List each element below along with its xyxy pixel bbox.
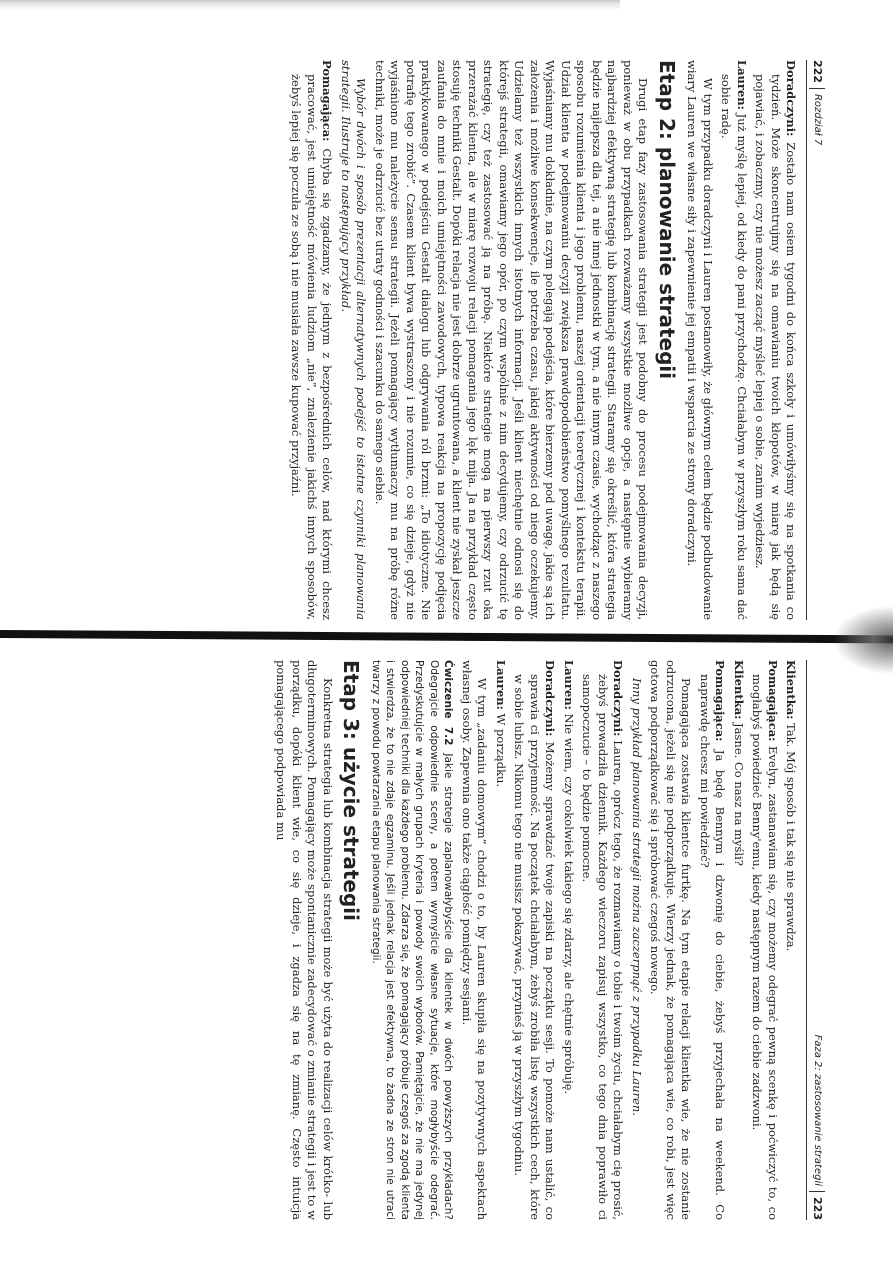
scan-artifact-spine [823,600,893,680]
paragraph: Drugi etap fazy zastosowania strategii jest podobny do procesu podejmowania decyzji, ponieważ w obu przypadkach rozważamy wszystkie możliwe opcje, a następnie wybieramy najbardziej efektywną strategię lub kombinację strategii. Staramy się określić, która strategia będzie najlepsza dla tej, a nie innej jednostki w tym, a nie innym czasie, wychodząc z naszego sposobu rozumienia klienta i jego problemu, naszej orientacji teoretycznej i kontekstu terapii. Udział klienta w podejmowaniu decyzji zwiększa prawdopodobieństwo pomyślnego rezultatu. Wyjaśniamy mu dokładnie, na czym polegają podejścia, które bierzemy pod uwagę, jakie są ich założenia i możliwe konsekwencje, ile potrzeba czasu, jakiej aktywności od niego oczekujemy. Udzielamy też wszystkich innych istotnych informacji. Jeśli klient niechętnie odnosi się do którejś strategii, omawiamy jego opór, po czym wspólnie z nim decydujemy, czy odrzucić tę strategię, czy też zastosować ją na próbę. Niektóre strategie mogą na pierwszy rzut oka przerażać klienta, ale w miarę rozwoju relacji pomagania jego lęk mija. Ja na przykład często stosuję techniki Gestalt. Dopóki relacja nie jest dobrze ugruntowana, a klient nie zyskał jeszcze zaufania do mnie i moich umiejętności zawodowych, typowa reakcja na propozycję podjęcia praktykowanego w podejściu Gestalt dialogu lub odgrywania ról brzmi: „To idiotyczne. Nie potrafię tego zrobić”. Czasem klient bywa wystraszony i nie rozumie, co się dzieje, gdyż nie wyjaśniono mu należycie sensu strategii. Jeżeli pomagający wytłumaczy mu na próbę różne techniki, może je odrzucić bez utraty godności i szacunku do samego siebie. [373,60,651,620]
page-222 [70,60,825,620]
dialogue-line: Doradczyni: Możemy sprawdzać twoje zapiski na początku sesji. To pomoże nam ustalić, co sprawia ci przyjemność. Na początek chciałabym, żebyś zrobiła listę wszystkich cech, które w sobie lubisz. Nikomu tego nie musisz pokazywać, przynieś ją w przyszłym tygodniu. [512,660,558,1221]
running-header [807,60,826,620]
dialogue-line: Pomagająca: Chyba się zgadzamy, że jednym z bezpośrednich celów, nad którymi chcesz pracować, jest umiejętność mówienia ludziom „nie”, znalezienie jakichś innych sposobów, żebyś lepiej się poczuła ze sobą i nie musiała zawsze kupować przyjaźni. [289,60,335,621]
dialogue-line: Lauren: Nie wiem, czy cokolwiek takiego się zdarzy, ale chętnie spróbuję. [562,660,576,1095]
page-223-content [70,660,825,1220]
exercise-text: Jakie strategie zaplanowałybyście dla klientek w dwóch powyższych przykładach? Odegrajcie odpowiednie sceny, a potem wymyślcie własne sytuacje, które mogłybyście odegrać. Przedyskutujcie w małych grupach kryteria i powody swoich wyborów. Pamiętajcie, że nie ma jedynej odpowiedniej techniki dla każdego problemu. Zdarza się, że pomagający próbuje czegoś za zgodą klienta i stwierdza, że to nie zdaje egzaminu. Jeśli jednak relacja jest efektywna, to żadna ze stron nie utraci twarzy z powodu powtarzania etapu planowania strategii. [370,660,455,1221]
page-222-content [70,60,825,620]
running-head: Faza 2: zastosowanie strategii [812,1034,823,1187]
section-heading: Etap 3: użycie strategii [339,660,364,922]
page-number: 223 [810,1191,826,1220]
dialogue-line: Doradczyni: Zostało nam osiem tygodni do końca szkoły i umówiłyśmy się na spotkania co tydzień. Może skoncentrujmy się na omawianiu twoich kłopotów, w miarę jak będą się pojawiać, i zobaczmy, czy nie możesz zacząć myśleć lepiej o sobie, zanim wyjedziesz. [753,60,799,620]
exercise-box [369,660,456,1220]
dialogue-line: Pomagająca: Ja będę Bennym i dzwonię do ciebie, żebyś przyjechała na weekend. Co naprawdę chcesz mi powiedzieć? [698,660,728,1220]
running-header [807,660,826,1220]
paragraph: Pomagająca zostawia klientce furtkę. Na tym etapie relacji klientka wie, że nie zostanie odrzucona, jeżeli się nie podporządkuje. Wierzy jednak, że pomagająca wie, co robi, jest więc gotowa podporządkować się i spróbować czegoś nowego. [648,660,694,1220]
exercise-label: Ćwiczenie 7.2 [442,660,455,746]
dialogue-line: Pomagająca: Evelyn, zastanawiam się, czy możemy odegrać pewną scenkę i poćwiczyć to, co mogłabyś powiedzieć Benny'emu, kiedy następnym razem do ciebie zadzwoni. [750,660,780,1220]
scan-artifact-center-line [0,630,893,643]
scan-artifact-top [0,0,620,14]
running-head: Rozdział 7 [812,93,823,146]
paragraph: Konkretna strategia lub kombinacja strategii może być użyta do realizacji celów krótko- lub długoterminowych. Pomagający może spontanicznie zadecydować o zmianie strategii i jest to w porządku, dopóki klient wie, co się dzieje, i zgadza się na tę zmianę. Często intuicja pomagającego podpowiada mu [274,660,335,1220]
dialogue-line: Doradczyni: Lauren, oprócz tego, że rozmawiamy o tobie i twoim życiu, chciałabym cię prosić, żebyś prowadziła dziennik. Każdego wieczoru zapisuj wszystko, co tego dnia poprawiło ci samopoczucie – to będzie pomocne. [580,660,626,1221]
dialogue-line: Klientka: Tak. Mój sposób i tak się nie sprawdza. [784,660,799,952]
dialogue-line: Klientka: Jasne. Co nasz na myśli? [732,660,746,866]
paragraph: Inny przykład planowania strategii można zaczerpnąć z przypadku Lauren. [630,678,644,1116]
page-223 [70,660,825,1220]
paragraph: Wybór dwóch i sposób prezentacji alternatywnych podejść to istotne czynniki planowania strategii. Ilustruje to następujący przykład. [339,60,369,620]
dialogue-line: Lauren: W porządku. [494,660,508,788]
section-heading: Etap 2: planowanie strategii [655,60,679,380]
page-number: 222 [810,60,826,89]
paragraph: W tym „zadaniu domowym” chodzi o to, by Lauren skupiła się na pozytywnych aspektach własnej osoby. Zapewnia ono także ciągłość pomiędzy sesjami. [460,660,490,1220]
paragraph: W tym przypadku doradczyni i Lauren postanowiły, że głównym celem będzie podbudowanie wiary Lauren we własne siły i zapewnienie jej empatii i wsparcia ze strony doradczyni. [685,60,715,620]
dialogue-line: Lauren: Już myślę lepiej, od kiedy do pani przychodzę. Chciałabym w przyszłym roku sama dać sobie radę. [719,60,749,620]
